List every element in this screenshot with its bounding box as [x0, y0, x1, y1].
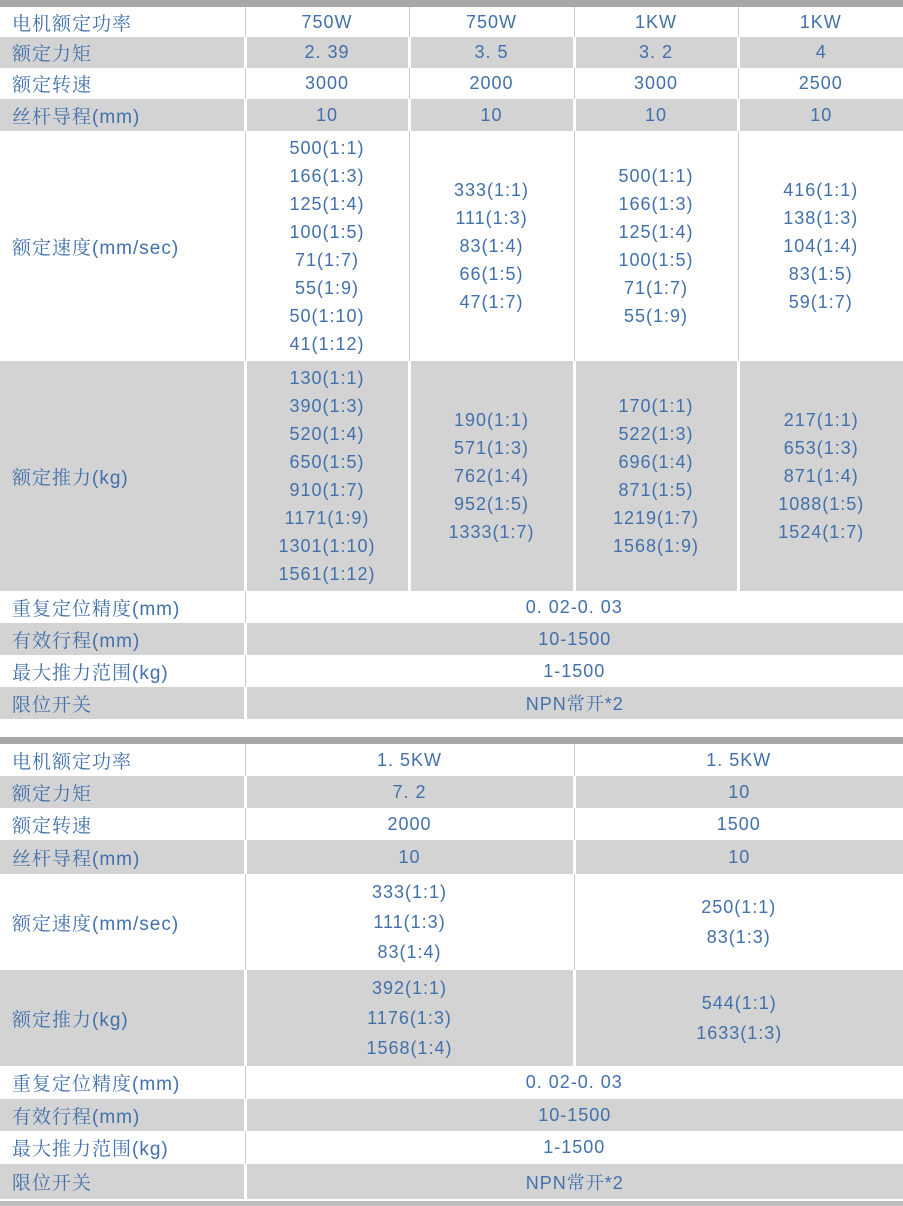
- spec-value: 1633(1:3): [576, 1018, 903, 1048]
- row-label: 最大推力范围(kg): [0, 655, 245, 687]
- spec-value-cell: 7. 2: [245, 776, 574, 808]
- spec-value: 571(1:3): [411, 434, 573, 462]
- spec-row: [0, 37, 903, 68]
- spec-value: 392(1:1): [247, 973, 573, 1003]
- spec-value-cell: 750W: [245, 7, 409, 37]
- spec-value: 333(1:1): [246, 877, 574, 907]
- spec-value: 871(1:4): [740, 462, 903, 490]
- spec-value-cell: [245, 361, 409, 591]
- spec-value-cell: 1KW: [574, 7, 738, 37]
- spec-value: 522(1:3): [576, 420, 737, 448]
- spec-row: [0, 1099, 903, 1131]
- spec-value-cell: 1500: [574, 808, 903, 840]
- spec-value-cell: [245, 970, 574, 1066]
- row-label: 最大推力范围(kg): [0, 1131, 245, 1164]
- spec-value: 66(1:5): [410, 260, 574, 288]
- row-span-value: 10-1500: [245, 1099, 903, 1131]
- spec-value: 47(1:7): [410, 288, 574, 316]
- spec-value: 104(1:4): [739, 232, 903, 260]
- spec-value: 166(1:3): [246, 162, 409, 190]
- spec-value: 1088(1:5): [740, 490, 903, 518]
- spec-value-cell: 2. 39: [245, 37, 409, 68]
- spec-value-cell: [409, 361, 574, 591]
- spec-value-cell: 10: [574, 776, 903, 808]
- spec-row: [0, 744, 903, 776]
- spec-value-cell: [245, 131, 409, 361]
- spec-value-cell: 4: [738, 37, 903, 68]
- spec-row: [0, 99, 903, 131]
- spec-row: [0, 874, 903, 970]
- spec-value: 544(1:1): [576, 988, 903, 1018]
- row-span-value: 1-1500: [245, 1131, 903, 1164]
- spec-value-cell: 2000: [409, 68, 574, 99]
- spec-row: [0, 687, 903, 719]
- spec-value: 250(1:1): [575, 892, 903, 922]
- row-label: 丝杆导程(mm): [0, 840, 245, 874]
- spec-value: 170(1:1): [576, 392, 737, 420]
- spec-value: 138(1:3): [739, 204, 903, 232]
- spec-row: [0, 1131, 903, 1164]
- spec-value: 333(1:1): [410, 176, 574, 204]
- spec-value: 100(1:5): [246, 218, 409, 246]
- spec-value: 55(1:9): [246, 274, 409, 302]
- row-label: 额定转速: [0, 68, 245, 99]
- upper-table-accent-bar: [0, 0, 903, 7]
- spec-row: [0, 1164, 903, 1199]
- spec-row: [0, 623, 903, 655]
- spec-value: 59(1:7): [739, 288, 903, 316]
- spec-value-cell: 10: [738, 99, 903, 131]
- table-gap: [0, 719, 903, 737]
- spec-value: 500(1:1): [575, 162, 738, 190]
- spec-value: 653(1:3): [740, 434, 903, 462]
- spec-value-cell: [574, 361, 738, 591]
- spec-value-cell: 750W: [409, 7, 574, 37]
- spec-value: 1171(1:9): [247, 504, 408, 532]
- upper-spec-table: [0, 7, 903, 719]
- spec-row: [0, 68, 903, 99]
- row-label: 额定力矩: [0, 776, 245, 808]
- spec-value: 1176(1:3): [247, 1003, 573, 1033]
- row-label: 限位开关: [0, 1164, 245, 1199]
- row-label: 电机额定功率: [0, 744, 245, 776]
- bottom-accent-bar: [0, 1201, 903, 1206]
- row-label: 限位开关: [0, 687, 245, 719]
- lower-table-accent-bar: [0, 737, 903, 744]
- spec-value: 1568(1:9): [576, 532, 737, 560]
- spec-value: 125(1:4): [575, 218, 738, 246]
- spec-value: 100(1:5): [575, 246, 738, 274]
- spec-value-cell: [738, 361, 903, 591]
- spec-value: 111(1:3): [246, 907, 574, 937]
- spec-value-cell: 10: [245, 99, 409, 131]
- spec-value: 1561(1:12): [247, 560, 408, 588]
- row-label: 有效行程(mm): [0, 623, 245, 655]
- row-label: 重复定位精度(mm): [0, 1066, 245, 1099]
- spec-value: 111(1:3): [410, 204, 574, 232]
- spec-value: 50(1:10): [246, 302, 409, 330]
- spec-value: 416(1:1): [739, 176, 903, 204]
- spec-value-cell: 2500: [738, 68, 903, 99]
- spec-row: [0, 1066, 903, 1099]
- spec-value: 1333(1:7): [411, 518, 573, 546]
- spec-value: 166(1:3): [575, 190, 738, 218]
- spec-value: 952(1:5): [411, 490, 573, 518]
- row-label: 额定力矩: [0, 37, 245, 68]
- spec-value-cell: 1. 5KW: [574, 744, 903, 776]
- spec-value: 390(1:3): [247, 392, 408, 420]
- spec-value-cell: 3000: [245, 68, 409, 99]
- spec-value-cell: [738, 131, 903, 361]
- spec-value-cell: 10: [245, 840, 574, 874]
- spec-row: [0, 591, 903, 623]
- spec-value-cell: 1. 5KW: [245, 744, 574, 776]
- spec-row: [0, 970, 903, 1066]
- spec-value-cell: [245, 874, 574, 970]
- spec-row: [0, 7, 903, 37]
- spec-value: 762(1:4): [411, 462, 573, 490]
- spec-value-cell: 10: [574, 840, 903, 874]
- row-label: 额定推力(kg): [0, 361, 245, 591]
- spec-value: 910(1:7): [247, 476, 408, 504]
- spec-value-cell: [574, 131, 738, 361]
- spec-value: 1524(1:7): [740, 518, 903, 546]
- spec-table-lower: [0, 737, 903, 1199]
- row-span-value: 10-1500: [245, 623, 903, 655]
- spec-value-cell: [574, 970, 903, 1066]
- spec-row: [0, 840, 903, 874]
- spec-value: 130(1:1): [247, 364, 408, 392]
- spec-value-cell: 3. 5: [409, 37, 574, 68]
- spec-value: 217(1:1): [740, 406, 903, 434]
- spec-value-cell: 1KW: [738, 7, 903, 37]
- spec-value-cell: 2000: [245, 808, 574, 840]
- row-span-value: NPN常开*2: [245, 687, 903, 719]
- spec-value-cell: 3. 2: [574, 37, 738, 68]
- row-span-value: 1-1500: [245, 655, 903, 687]
- spec-value: 190(1:1): [411, 406, 573, 434]
- row-label: 电机额定功率: [0, 7, 245, 37]
- spec-value-cell: [409, 131, 574, 361]
- spec-row: [0, 361, 903, 591]
- spec-value: 500(1:1): [246, 134, 409, 162]
- spec-row: [0, 655, 903, 687]
- spec-value-cell: [574, 874, 903, 970]
- spec-value-cell: 10: [409, 99, 574, 131]
- spec-value-cell: 3000: [574, 68, 738, 99]
- spec-value: 1301(1:10): [247, 532, 408, 560]
- row-span-value: NPN常开*2: [245, 1164, 903, 1199]
- row-label: 额定速度(mm/sec): [0, 874, 245, 970]
- spec-row: [0, 776, 903, 808]
- spec-value: 650(1:5): [247, 448, 408, 476]
- spec-row: [0, 808, 903, 840]
- row-span-value: 0. 02-0. 03: [245, 591, 903, 623]
- spec-value: 1219(1:7): [576, 504, 737, 532]
- spec-value-cell: 10: [574, 99, 738, 131]
- row-label: 丝杆导程(mm): [0, 99, 245, 131]
- spec-value: 71(1:7): [246, 246, 409, 274]
- spec-value: 83(1:5): [739, 260, 903, 288]
- row-label: 重复定位精度(mm): [0, 591, 245, 623]
- spec-value: 1568(1:4): [247, 1033, 573, 1063]
- spec-value: 83(1:3): [575, 922, 903, 952]
- spec-value: 520(1:4): [247, 420, 408, 448]
- row-label: 有效行程(mm): [0, 1099, 245, 1131]
- spec-value: 83(1:4): [246, 937, 574, 967]
- spec-value: 125(1:4): [246, 190, 409, 218]
- spec-value: 71(1:7): [575, 274, 738, 302]
- spec-value: 41(1:12): [246, 330, 409, 358]
- row-label: 额定速度(mm/sec): [0, 131, 245, 361]
- row-span-value: 0. 02-0. 03: [245, 1066, 903, 1099]
- spec-value: 55(1:9): [575, 302, 738, 330]
- spec-value: 871(1:5): [576, 476, 737, 504]
- row-label: 额定推力(kg): [0, 970, 245, 1066]
- spec-value: 83(1:4): [410, 232, 574, 260]
- lower-spec-table: [0, 744, 903, 1199]
- spec-value: 696(1:4): [576, 448, 737, 476]
- spec-row: [0, 131, 903, 361]
- row-label: 额定转速: [0, 808, 245, 840]
